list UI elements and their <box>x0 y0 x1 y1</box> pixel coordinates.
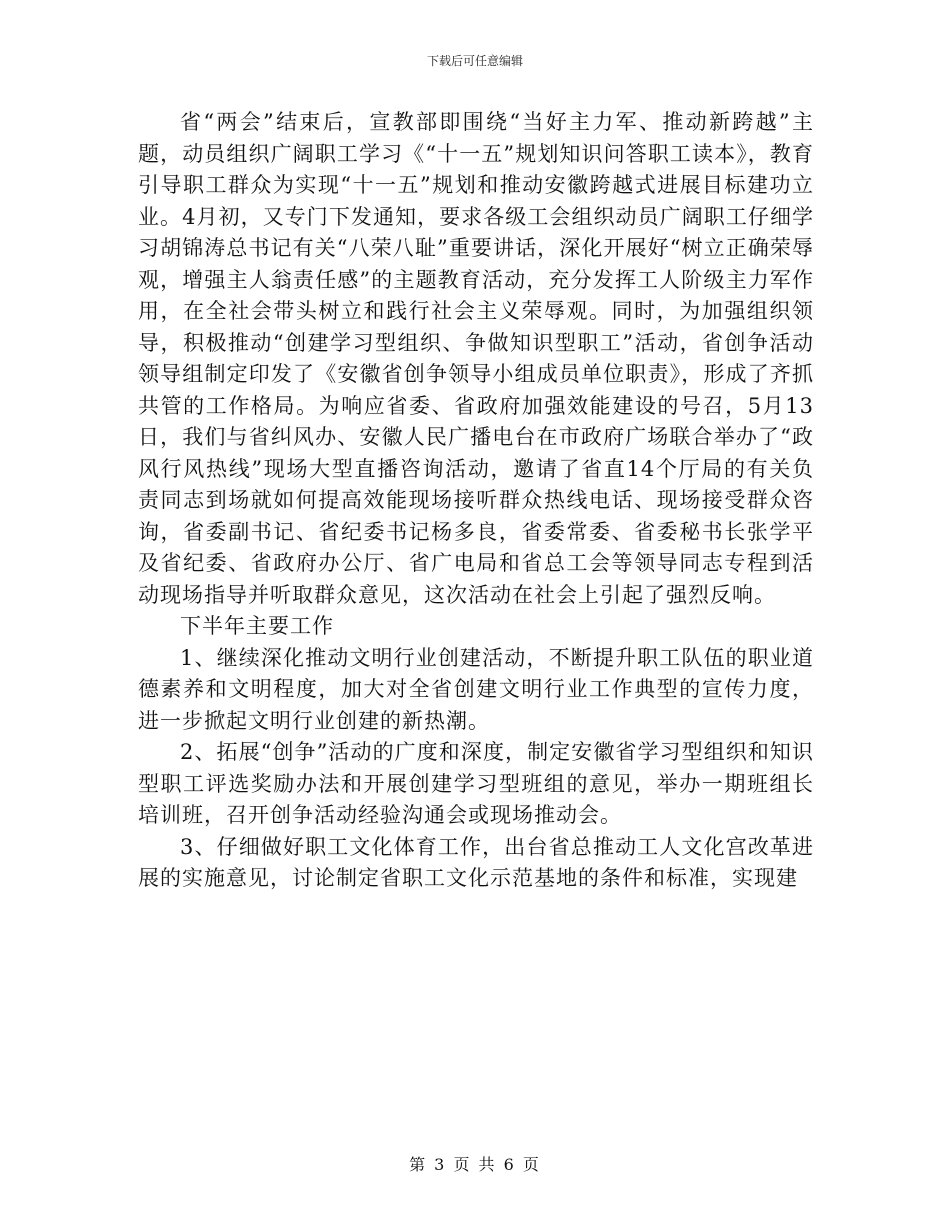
section-heading: 下半年主要工作 <box>180 614 334 638</box>
page-number: 第 3 页 共 6 页 <box>409 1155 541 1174</box>
document-body <box>138 107 814 895</box>
page-header: 下载后可任意编辑 <box>426 54 523 68</box>
work-item-2: 2、拓展“创争”活动的广度和深度，制定安徽省学习型组织和知识型职工评选奖励办法和开展创建学习型班组的意见，举办一期班组长培训班，召开创争活动经验沟通会或现场推动会。 <box>138 740 814 827</box>
work-item-3: 3、仔细做好职工文化体育工作，出台省总推动工人文化宫改革进展的实施意见，讨论制定省职工文化示范基地的条件和标准，实现建 <box>138 834 814 890</box>
work-item-1: 1、继续深化推动文明行业创建活动，不断提升职工队伍的职业道德素养和文明程度，加大对全省创建文明行业工作典型的宣传力度，进一步掀起文明行业创建的新热潮。 <box>138 645 814 733</box>
paragraph-propaganda-work: 省“两会”结束后，宣教部即围绕“当好主力军、推动新跨越”主题，动员组织广阔职工学习《“十一五”规划知识问答职工读本》，教育引导职工群众为实现“十一五”规划和推动安徽跨越式进展目标建功立业。4月初，又专门下发通知，要求各级工会组织动员广阔职工仔细学习胡锦涛总书记有关“八荣八耻”重要讲话，深化开展好“树立正确荣辱观，增强主人翁责任感”的主题教育活动，充分发挥工人阶级主力军作用，在全社会带头树立和践行社会主义荣辱观。同时，为加强组织领导，积极推动“创建学习型组织、争做知识型职工”活动，省创争活动领导组制定印发了《安徽省创争领导小组成员单位职责》，形成了齐抓共管的工作格局。为响应省委、省政府加强效能建设的号召，5月13日，我们与省纠风办、安徽人民广播电台在市政府广场联合举办了“政风行风热线”现场大型直播咨询活动，邀请了省直14个厅局的有关负责同志到场就如何提高效能现场接听群众热线电话、现场接受群众咨询，省委副书记、省纪委书记杨多良，省委常委、省委秘书长张学平及省纪委、省政府办公厅、省广电局和省总工会等领导同志专程到活动现场指导并听取群众意见，这次活动在社会上引起了强烈反响。 <box>138 110 814 607</box>
